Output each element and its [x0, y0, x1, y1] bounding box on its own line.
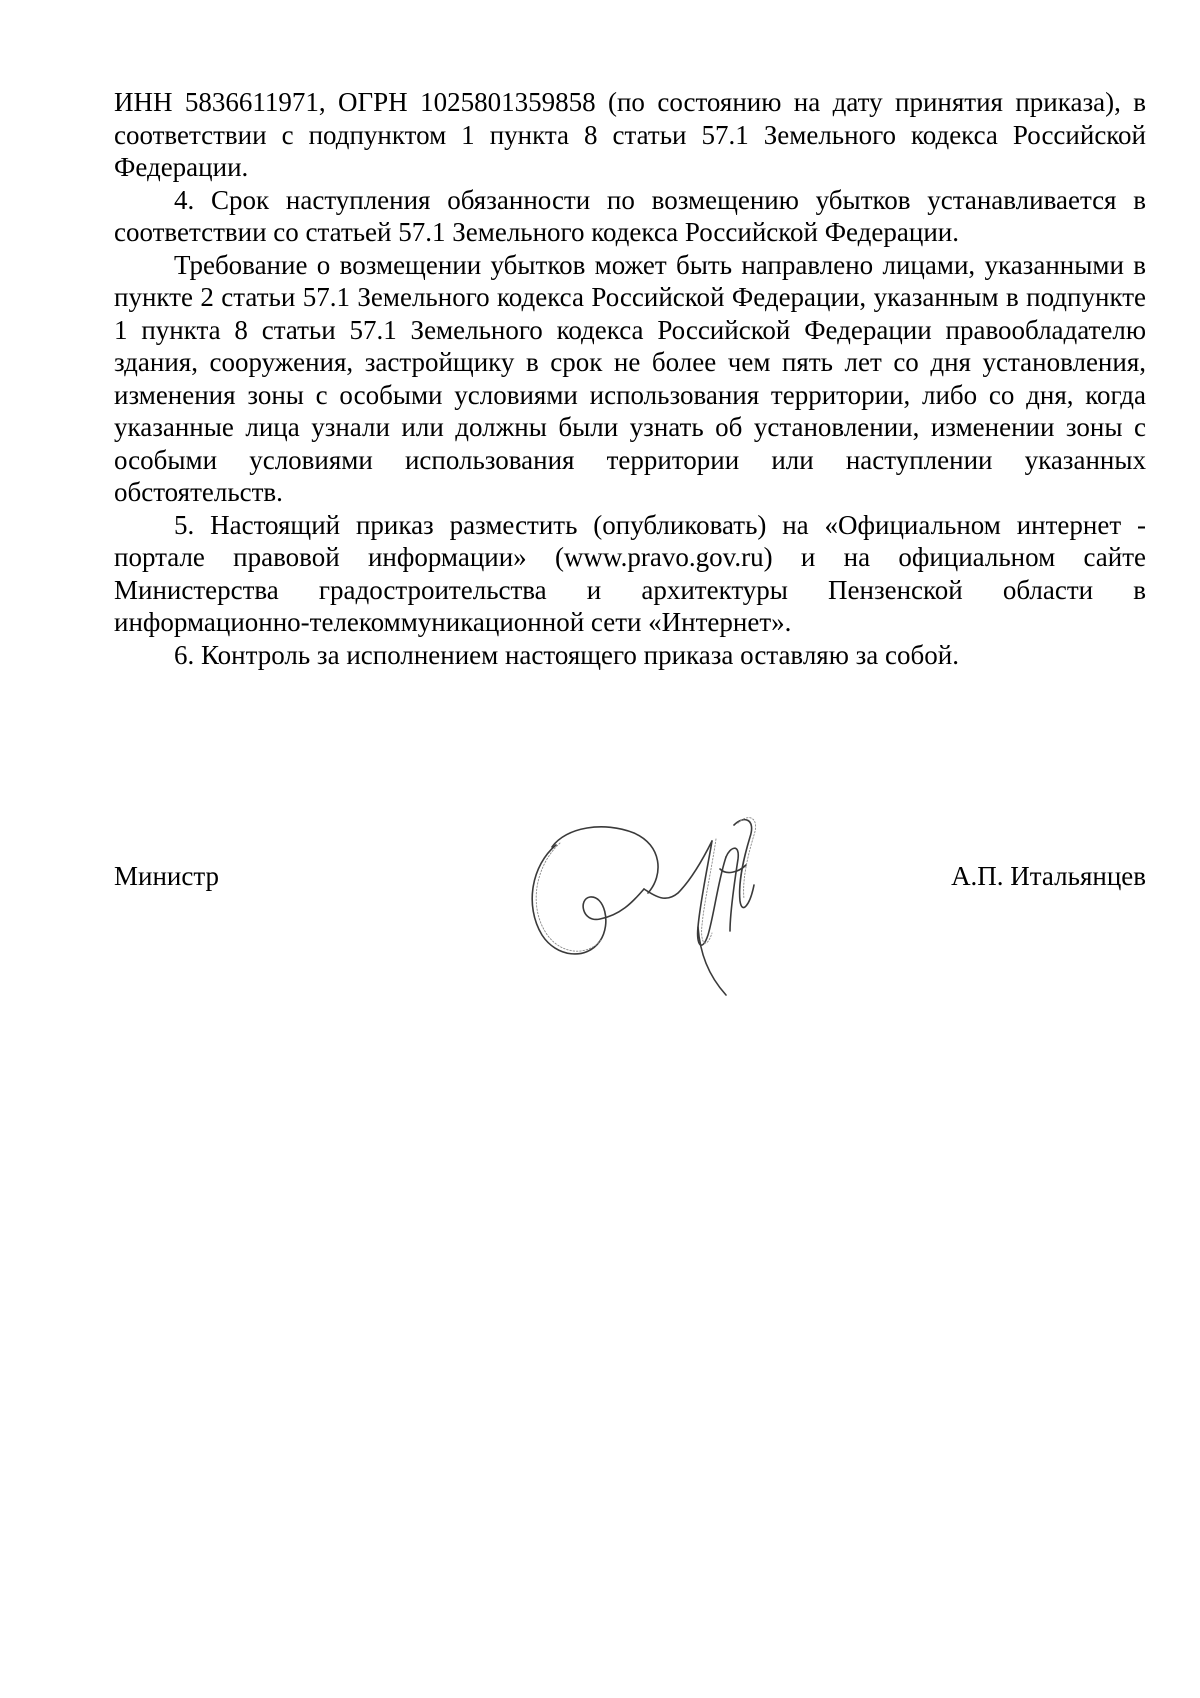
document-body: [114, 86, 1146, 671]
paragraph-item-4: 4. Срок наступления обязанности по возмещению убытков устанавливается в соответствии со статьей 57.1 Земельного кодекса Российской Федерации.: [114, 184, 1146, 247]
signer-position: Министр: [114, 861, 219, 891]
paragraph-item-5: 5. Настоящий приказ разместить (опубликовать) на «Официальном интернет - портале правовой информации» (www.pravo.gov.ru) и на официальном сайте Министерства градостроительства и архитектуры Пензенской области в информационно-телекоммуникационной сети «Интернет».: [114, 509, 1146, 637]
signature-block: [114, 785, 1146, 1005]
paragraph-inn-ogrn: ИНН 5836611971, ОГРН 1025801359858 (по состоянию на дату принятия приказа), в соответствии с подпунктом 1 пункта 8 статьи 57.1 Земельного кодекса Российской Федерации.: [114, 87, 1146, 182]
signer-name: А.П. Итальянцев: [951, 861, 1146, 891]
paragraph-item-6: 6. Контроль за исполнением настоящего приказа оставляю за собой.: [174, 639, 959, 670]
handwritten-signature: [494, 785, 824, 1000]
paragraph-damages-claim: Требование о возмещении убытков может быть направлено лицами, указанными в пункте 2 статьи 57.1 Земельного кодекса Российской Федерации, указанным в подпункте 1 пункта 8 статьи 57.1 Земельного кодекса Российской Федерации правообладателю здания, сооружения, застройщику в срок не более чем пять лет со дня установления, изменения зоны с особыми условиями использования территории, либо со дня, когда указанные лица узнали или должны были узнать об установлении, изменении зоны с особыми условиями использования территории или наступлении указанных обстоятельств.: [114, 249, 1146, 507]
